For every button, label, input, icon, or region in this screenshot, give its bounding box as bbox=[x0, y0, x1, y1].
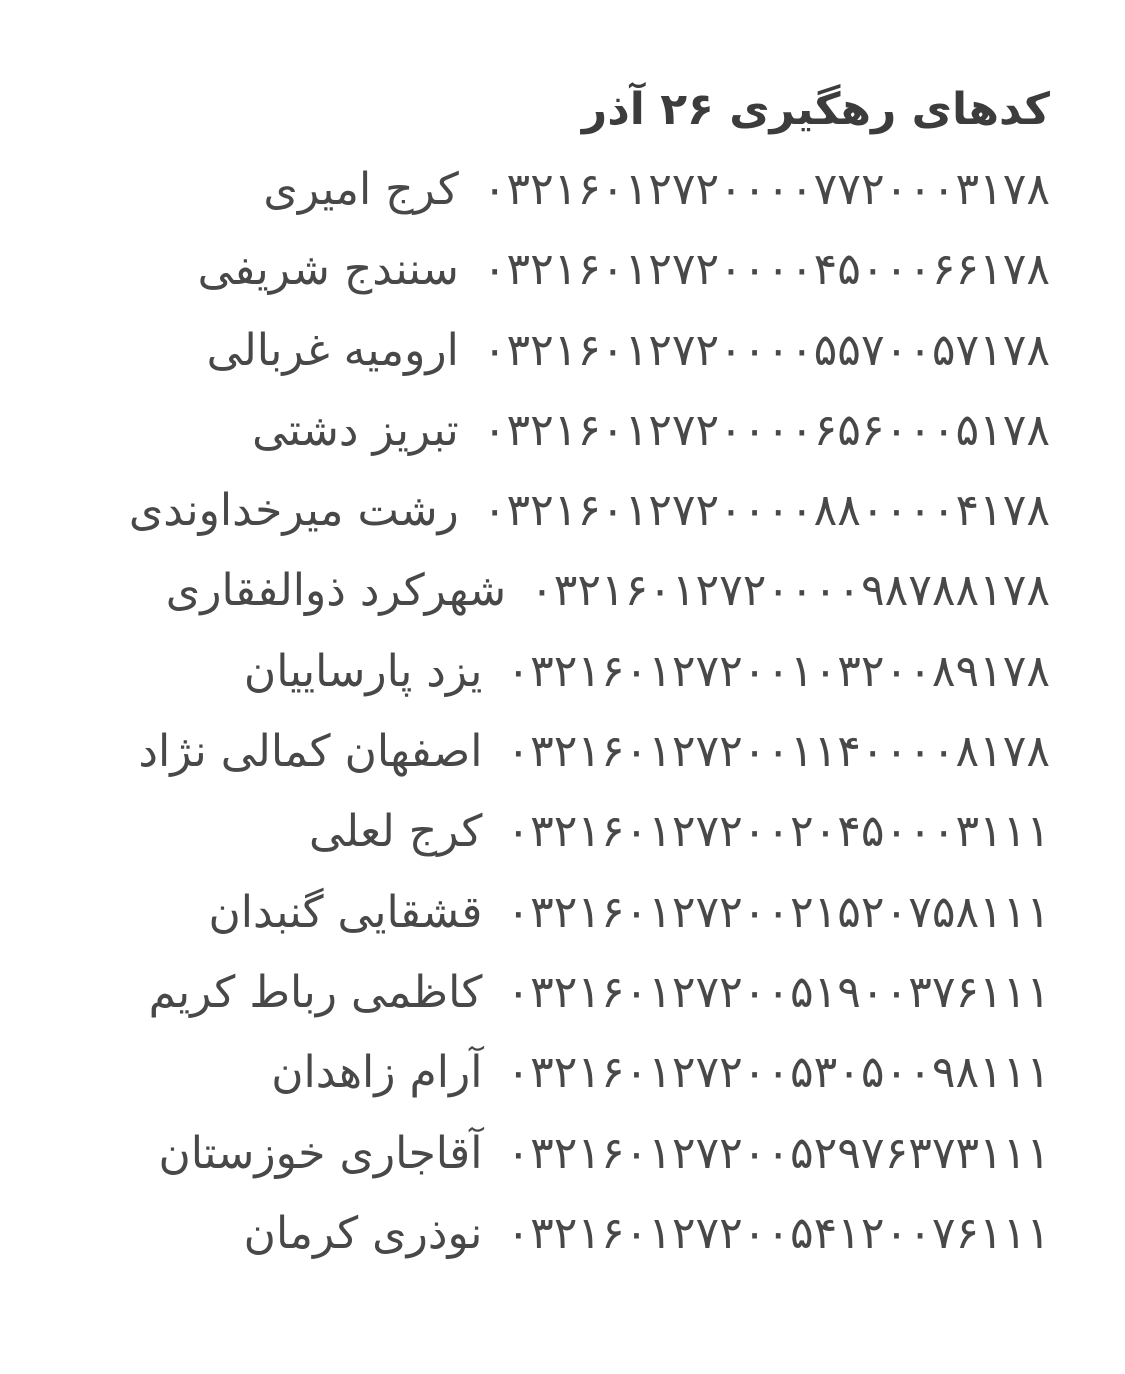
list-item bbox=[50, 873, 1050, 953]
list-item bbox=[50, 1114, 1050, 1194]
tracking-code: ۰۳۲۱۶۰۱۲۷۲۰۰۰۰۸۸۰۰۰۰۴۱۷۸ bbox=[482, 485, 1050, 537]
list-item bbox=[50, 632, 1050, 712]
list-item bbox=[50, 150, 1050, 230]
tracking-code: ۰۳۲۱۶۰۱۲۷۲۰۰۵۳۰۵۰۰۹۸۱۱۱ bbox=[506, 1047, 1050, 1099]
list-item bbox=[50, 391, 1050, 471]
list-item bbox=[50, 311, 1050, 391]
tracking-code: ۰۳۲۱۶۰۱۲۷۲۰۰۰۰۴۵۰۰۰۶۶۱۷۸ bbox=[482, 244, 1050, 296]
recipient-name: کاظمی رباط کریم bbox=[148, 966, 483, 1018]
list-item bbox=[50, 551, 1050, 631]
list-item bbox=[50, 471, 1050, 551]
tracking-code: ۰۳۲۱۶۰۱۲۷۲۰۰۵۴۱۲۰۰۷۶۱۱۱ bbox=[506, 1207, 1050, 1259]
recipient-name: آرام زاهدان bbox=[271, 1047, 483, 1099]
tracking-code: ۰۳۲۱۶۰۱۲۷۲۰۰۰۰۹۸۷۸۸۱۷۸ bbox=[530, 565, 1050, 617]
tracking-code: ۰۳۲۱۶۰۱۲۷۲۰۰۰۰۵۵۷۰۰۵۷۱۷۸ bbox=[482, 324, 1050, 376]
recipient-name: سنندج شریفی bbox=[197, 244, 459, 296]
recipient-name: رشت میرخداوندی bbox=[128, 485, 459, 537]
tracking-code: ۰۳۲۱۶۰۱۲۷۲۰۰۰۰۶۵۶۰۰۰۵۱۷۸ bbox=[482, 404, 1050, 456]
recipient-name: آقاجاری خوزستان bbox=[158, 1127, 483, 1179]
recipient-name: کرج لعلی bbox=[308, 806, 483, 858]
tracking-code-list bbox=[50, 150, 1050, 1274]
recipient-name: شهرکرد ذوالفقاری bbox=[165, 565, 507, 617]
recipient-name: ارومیه غربالی bbox=[206, 324, 459, 376]
list-item bbox=[50, 712, 1050, 792]
tracking-code: ۰۳۲۱۶۰۱۲۷۲۰۰۲۰۴۵۰۰۰۳۱۱۱ bbox=[506, 806, 1050, 858]
recipient-name: قشقایی گنبدان bbox=[208, 886, 483, 938]
note-content bbox=[50, 70, 1050, 1274]
list-item bbox=[50, 953, 1050, 1033]
list-item bbox=[50, 792, 1050, 872]
recipient-name: یزد پارساییان bbox=[243, 645, 483, 697]
list-item bbox=[50, 1194, 1050, 1274]
page-title: کدهای رهگیری ۲۶ آذر bbox=[581, 84, 1050, 135]
tracking-code: ۰۳۲۱۶۰۱۲۷۲۰۰۰۰۷۷۲۰۰۰۳۱۷۸ bbox=[482, 164, 1050, 215]
tracking-code: ۰۳۲۱۶۰۱۲۷۲۰۰۵۱۹۰۰۳۷۶۱۱۱ bbox=[506, 966, 1050, 1018]
recipient-name: اصفهان کمالی نژاد bbox=[138, 726, 483, 778]
tracking-code: ۰۳۲۱۶۰۱۲۷۲۰۰۵۲۹۷۶۳۷۳۱۱۱ bbox=[506, 1127, 1050, 1179]
list-item bbox=[50, 230, 1050, 310]
recipient-name: تبریز دشتی bbox=[252, 404, 459, 456]
recipient-name: کرج امیری bbox=[263, 164, 459, 215]
recipient-name: نوذری کرمان bbox=[243, 1207, 483, 1259]
tracking-code: ۰۳۲۱۶۰۱۲۷۲۰۰۱۱۴۰۰۰۰۸۱۷۸ bbox=[506, 726, 1050, 778]
tracking-code: ۰۳۲۱۶۰۱۲۷۲۰۰۲۱۵۲۰۷۵۸۱۱۱ bbox=[506, 886, 1050, 938]
tracking-code: ۰۳۲۱۶۰۱۲۷۲۰۰۱۰۳۲۰۰۸۹۱۷۸ bbox=[506, 645, 1050, 697]
list-item bbox=[50, 1033, 1050, 1113]
